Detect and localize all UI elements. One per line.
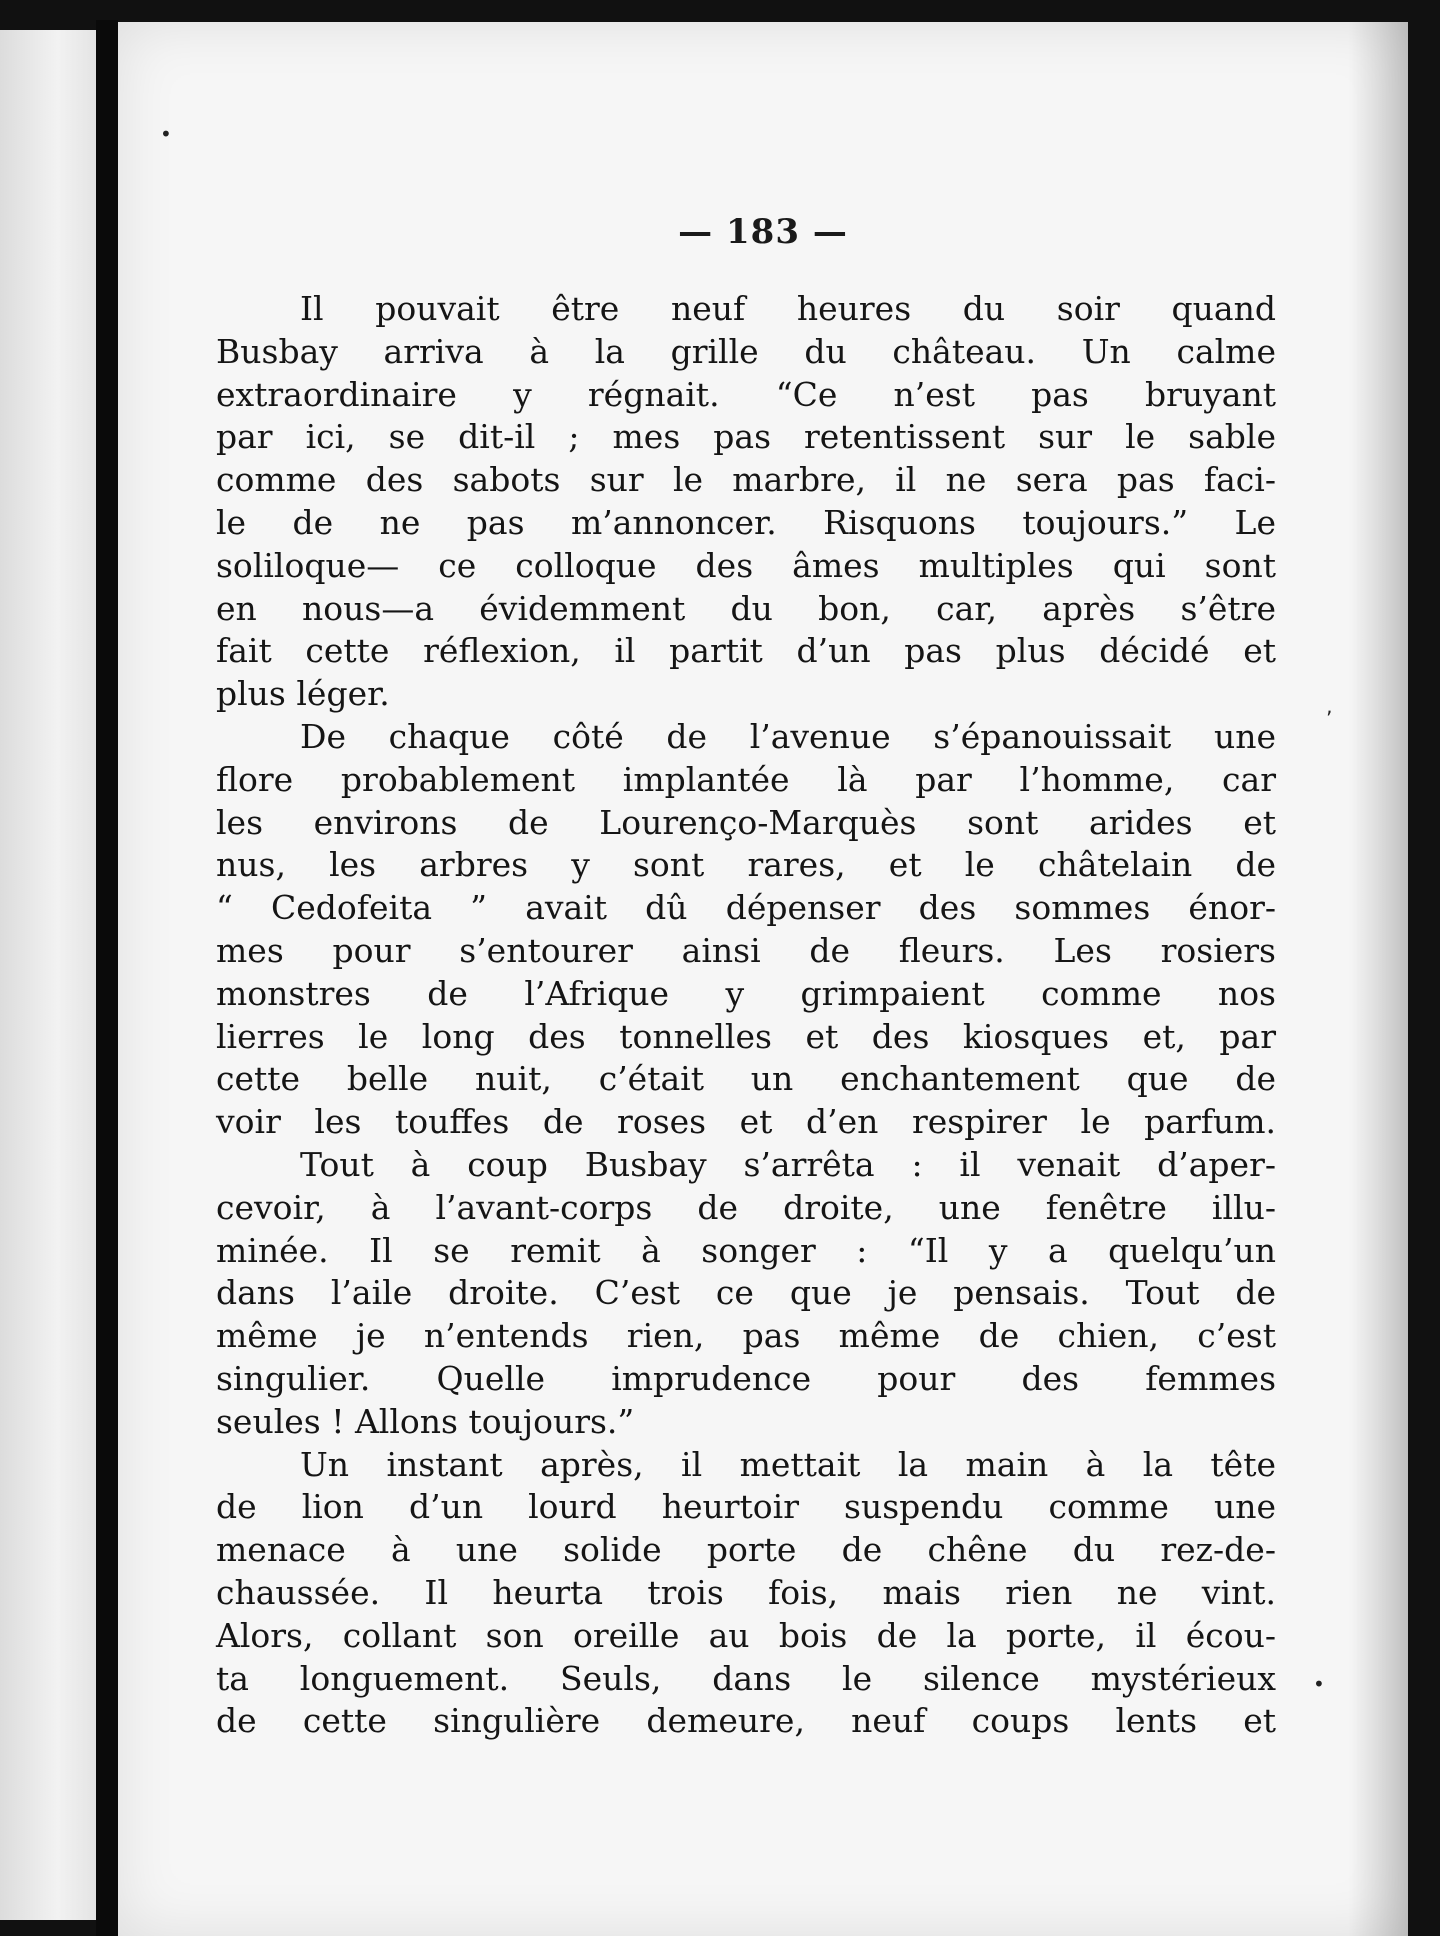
text-line: comme des sabots sur le marbre, il ne sera pas faci- <box>216 460 1276 500</box>
text-line: De chaque côté de l’avenue s’épanouissait une <box>300 716 1276 756</box>
text-line: chaussée. Il heurta trois fois, mais rien ne vint. <box>216 1572 1276 1612</box>
paragraph-4 <box>216 1444 1276 1744</box>
text-line: “ Cedofeita ” avait dû dépenser des sommes énor- <box>216 888 1276 928</box>
text-line: Tout à coup Busbay s’arrêta : il venait d’aper- <box>300 1144 1276 1184</box>
text-line: en nous—a évidemment du bon, car, après s’être <box>216 588 1276 628</box>
book-page <box>118 22 1408 1936</box>
text-line: plus léger. <box>216 674 390 714</box>
page-number: — 183 — <box>678 212 848 252</box>
text-line: seules ! Allons toujours.” <box>216 1401 635 1441</box>
text-line: singulier. Quelle imprudence pour des femmes <box>216 1358 1276 1398</box>
text-line: soliloque— ce colloque des âmes multiples qui sont <box>216 545 1276 585</box>
paragraph-2 <box>216 716 1276 1144</box>
ink-speck: ‚ <box>1326 694 1333 718</box>
text-line: menace à une solide porte de chêne du rez-de- <box>216 1530 1276 1570</box>
left-page-edge <box>0 30 96 1920</box>
text-line: nus, les arbres y sont rares, et le châtelain de <box>216 845 1276 885</box>
text-line: cette belle nuit, c’était un enchantement que de <box>216 1059 1276 1099</box>
text-line: Un instant après, il mettait la main à la tête <box>300 1444 1276 1484</box>
text-line: cevoir, à l’avant-corps de droite, une fenêtre illu- <box>216 1187 1276 1227</box>
text-line: extraordinaire y régnait. “Ce n’est pas bruyant <box>216 374 1276 414</box>
body-text <box>216 288 1276 1743</box>
ink-speck: • <box>160 122 172 146</box>
paragraph-3 <box>216 1144 1276 1444</box>
text-line: fait cette réflexion, il partit d’un pas plus décidé et <box>216 631 1276 671</box>
text-line: Il pouvait être neuf heures du soir quand <box>300 289 1276 328</box>
text-line: monstres de l’Afrique y grimpaient comme nos <box>216 973 1276 1013</box>
text-line: dans l’aile droite. C’est ce que je pensais. Tout de <box>216 1273 1276 1313</box>
page-edge-shadow <box>1348 22 1408 1936</box>
paragraph-1 <box>216 288 1276 716</box>
text-line: lierres le long des tonnelles et des kiosques et, par <box>216 1016 1276 1056</box>
text-line: Busbay arriva à la grille du château. Un calme <box>216 331 1276 371</box>
ink-speck: • <box>1313 1672 1325 1696</box>
text-line: les environs de Lourenço-Marquès sont arides et <box>216 802 1276 842</box>
book-gutter <box>96 20 118 1936</box>
text-line: mes pour s’entourer ainsi de fleurs. Les rosiers <box>216 930 1276 970</box>
text-line: même je n’entends rien, pas même de chien, c’est <box>216 1316 1276 1356</box>
text-line: Alors, collant son oreille au bois de la porte, il écou- <box>216 1615 1276 1655</box>
text-line: voir les touffes de roses et d’en respirer le parfum. <box>216 1102 1276 1142</box>
text-line: minée. Il se remit à songer : “Il y a quelqu’un <box>216 1230 1276 1270</box>
text-line: le de ne pas m’annoncer. Risquons toujours.” Le <box>216 502 1276 542</box>
text-line: par ici, se dit-il ; mes pas retentissent sur le sable <box>216 417 1276 457</box>
text-line: flore probablement implantée là par l’homme, car <box>216 759 1276 799</box>
text-line: de cette singulière demeure, neuf coups lents et <box>216 1701 1276 1741</box>
text-line: ta longuement. Seuls, dans le silence mystérieux <box>216 1658 1276 1698</box>
text-line: de lion d’un lourd heurtoir suspendu comme une <box>216 1487 1276 1527</box>
